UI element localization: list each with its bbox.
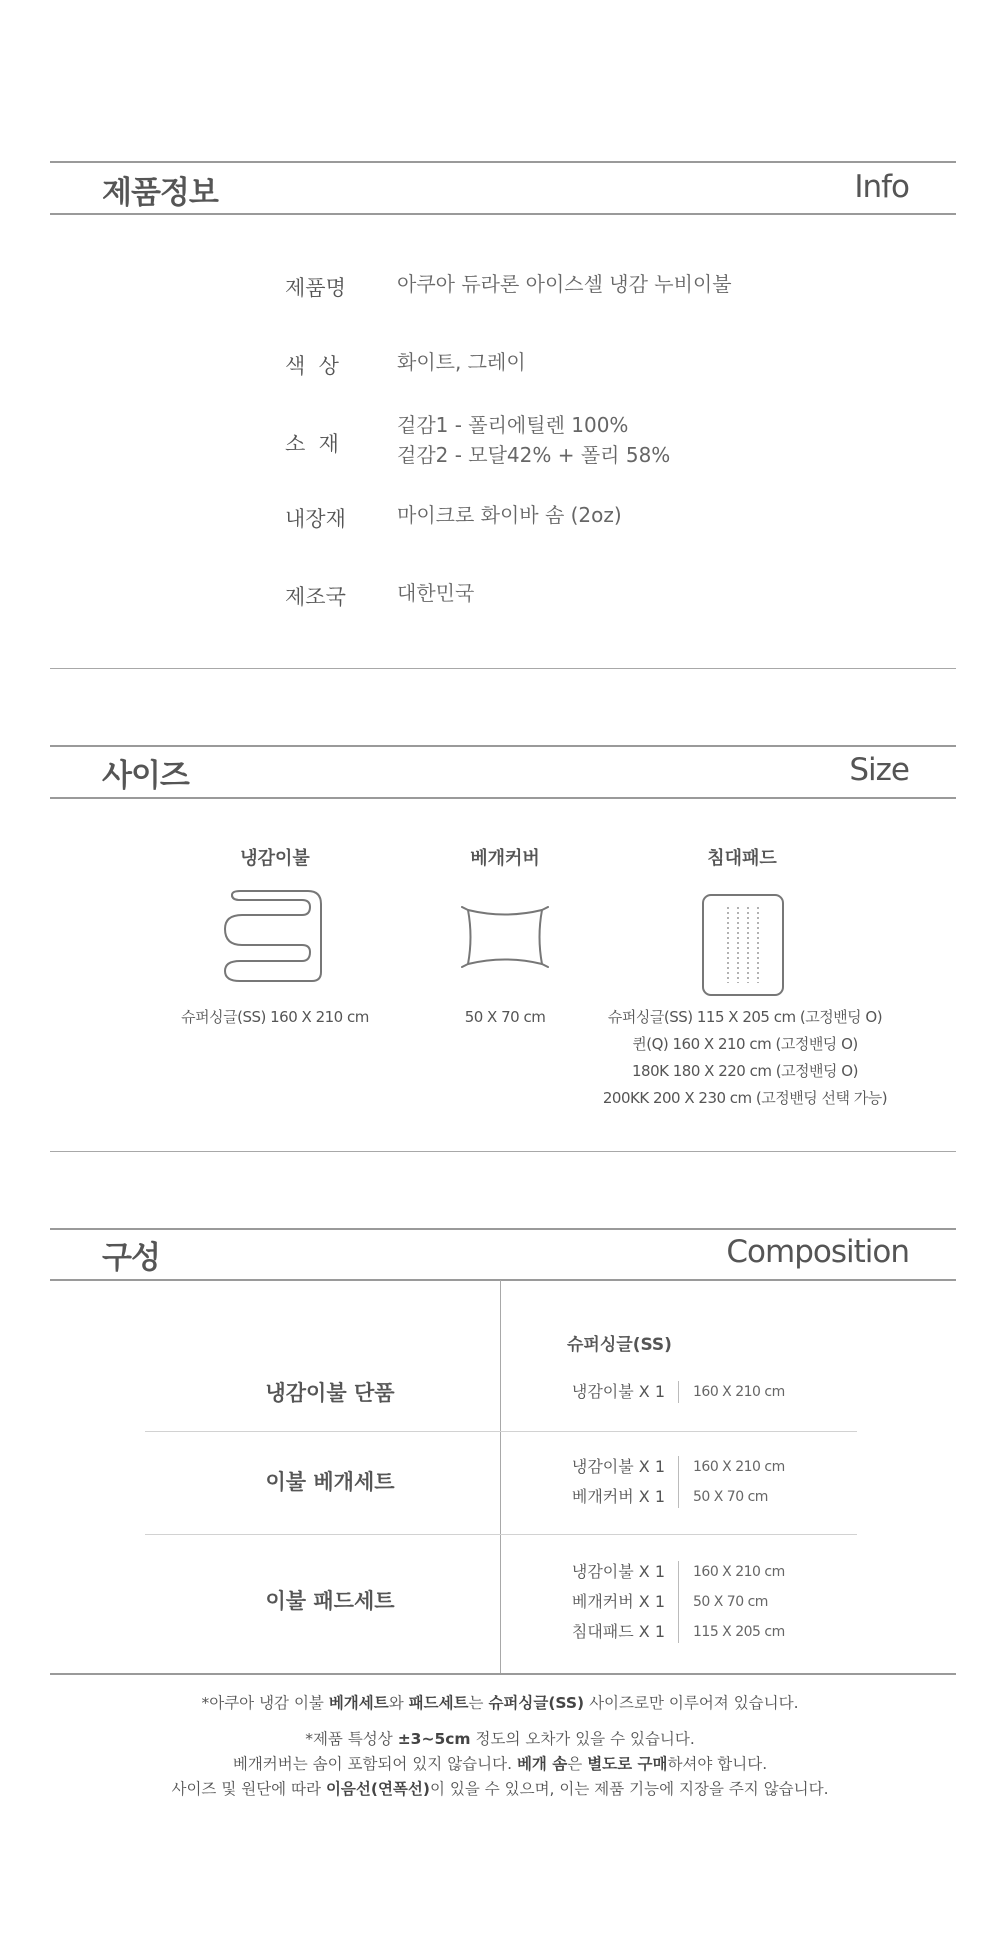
note-seam: 사이즈 및 원단에 따라 이음선(연폭선)이 있을 수 있으며, 이는 제품 기능에 지장을 주지 않습니다. <box>171 1780 829 1798</box>
composition-top-rule <box>50 1228 956 1230</box>
mattress-pad-icon <box>701 893 785 997</box>
composition-set-name: 이불 베개세트 <box>265 1470 395 1494</box>
note-pillow-filling: 베개커버는 솜이 포함되어 있지 않습니다. 베개 솜은 별도로 구매하셔야 합니다. <box>232 1755 768 1773</box>
size-product-name-pad: 침대패드 <box>707 848 777 869</box>
folded-blanket-icon <box>220 888 330 984</box>
info-end-rule <box>50 668 956 669</box>
composition-column-divider <box>500 1280 501 1673</box>
size-product-name-blanket: 냉감이불 <box>240 848 310 869</box>
info-bottom-rule <box>50 213 956 215</box>
composition-item-separator <box>678 1561 679 1643</box>
info-section-title-en: Info <box>854 169 909 205</box>
composition-item-dim: 160 X 210 cm <box>693 1384 785 1400</box>
size-section-title-en: Size <box>849 752 909 788</box>
size-section-title: 사이즈 <box>102 758 189 794</box>
composition-row-divider <box>145 1431 857 1432</box>
info-top-rule <box>50 161 956 163</box>
composition-item-dim: 50 X 70 cm <box>693 1594 768 1610</box>
composition-header-rule <box>50 1279 956 1281</box>
info-section-title: 제품정보 <box>102 175 218 211</box>
size-end-rule <box>50 1151 956 1152</box>
composition-section-title-en: Composition <box>726 1234 909 1270</box>
composition-bottom-rule <box>50 1673 956 1675</box>
size-spec-blanket: 슈퍼싱글(SS) 160 X 210 cm <box>181 1008 369 1026</box>
size-top-rule <box>50 745 956 747</box>
info-value-color: 화이트, 그레이 <box>397 350 526 374</box>
info-value-origin: 대한민국 <box>397 581 475 605</box>
pillow-icon <box>460 906 550 968</box>
composition-item-dim: 50 X 70 cm <box>693 1489 768 1505</box>
composition-item-dim: 160 X 210 cm <box>693 1564 785 1580</box>
info-label-material: 소 재 <box>285 432 339 456</box>
size-bottom-rule <box>50 797 956 799</box>
composition-item: 침대패드 X 1 <box>571 1622 665 1641</box>
size-spec-pad-2: 퀸(Q) 160 X 210 cm (고정밴딩 O) <box>632 1035 858 1053</box>
composition-item-separator <box>678 1381 679 1403</box>
composition-section-title: 구성 <box>102 1240 160 1276</box>
composition-set-name: 냉감이불 단품 <box>265 1381 395 1405</box>
size-spec-pad-4: 200KK 200 X 230 cm (고정밴딩 선택 가능) <box>602 1089 888 1107</box>
size-product-name-pillow: 베개커버 <box>470 848 540 869</box>
size-spec-pad-1: 슈퍼싱글(SS) 115 X 205 cm (고정밴딩 O) <box>607 1008 883 1026</box>
composition-set-name: 이불 패드세트 <box>265 1589 395 1613</box>
composition-item: 냉감이불 X 1 <box>571 1382 665 1401</box>
note-tolerance: *제품 특성상 ±3~5cm 정도의 오차가 있을 수 있습니다. <box>305 1730 695 1748</box>
composition-item: 베개커버 X 1 <box>571 1592 665 1611</box>
size-spec-pillow: 50 X 70 cm <box>464 1008 546 1026</box>
info-value-material-2: 겉감2 - 모달42% + 폴리 58% <box>397 443 671 467</box>
info-label-filling: 내장재 <box>285 507 346 531</box>
composition-size-header: 슈퍼싱글(SS) <box>567 1335 672 1355</box>
info-value-material-1: 겉감1 - 폴리에틸렌 100% <box>397 413 629 437</box>
size-spec-pad-3: 180K 180 X 220 cm (고정밴딩 O) <box>632 1062 858 1080</box>
composition-item-dim: 115 X 205 cm <box>693 1624 785 1640</box>
composition-item-dim: 160 X 210 cm <box>693 1459 785 1475</box>
info-label-color: 색 상 <box>285 354 339 378</box>
info-value-filling: 마이크로 화이바 솜 (2oz) <box>397 503 622 527</box>
composition-item: 베개커버 X 1 <box>571 1487 665 1506</box>
info-label-origin: 제조국 <box>285 585 346 609</box>
info-label-name: 제품명 <box>285 276 346 300</box>
composition-item: 냉감이불 X 1 <box>571 1457 665 1476</box>
info-value-name: 아쿠아 듀라론 아이스셀 냉감 누비이불 <box>397 272 732 296</box>
composition-row-divider <box>145 1534 857 1535</box>
note-set-size: *아쿠아 냉감 이불 베개세트와 패드세트는 슈퍼싱글(SS) 사이즈로만 이루어져 있습니다. <box>201 1694 799 1712</box>
composition-item: 냉감이불 X 1 <box>571 1562 665 1581</box>
composition-item-separator <box>678 1456 679 1508</box>
